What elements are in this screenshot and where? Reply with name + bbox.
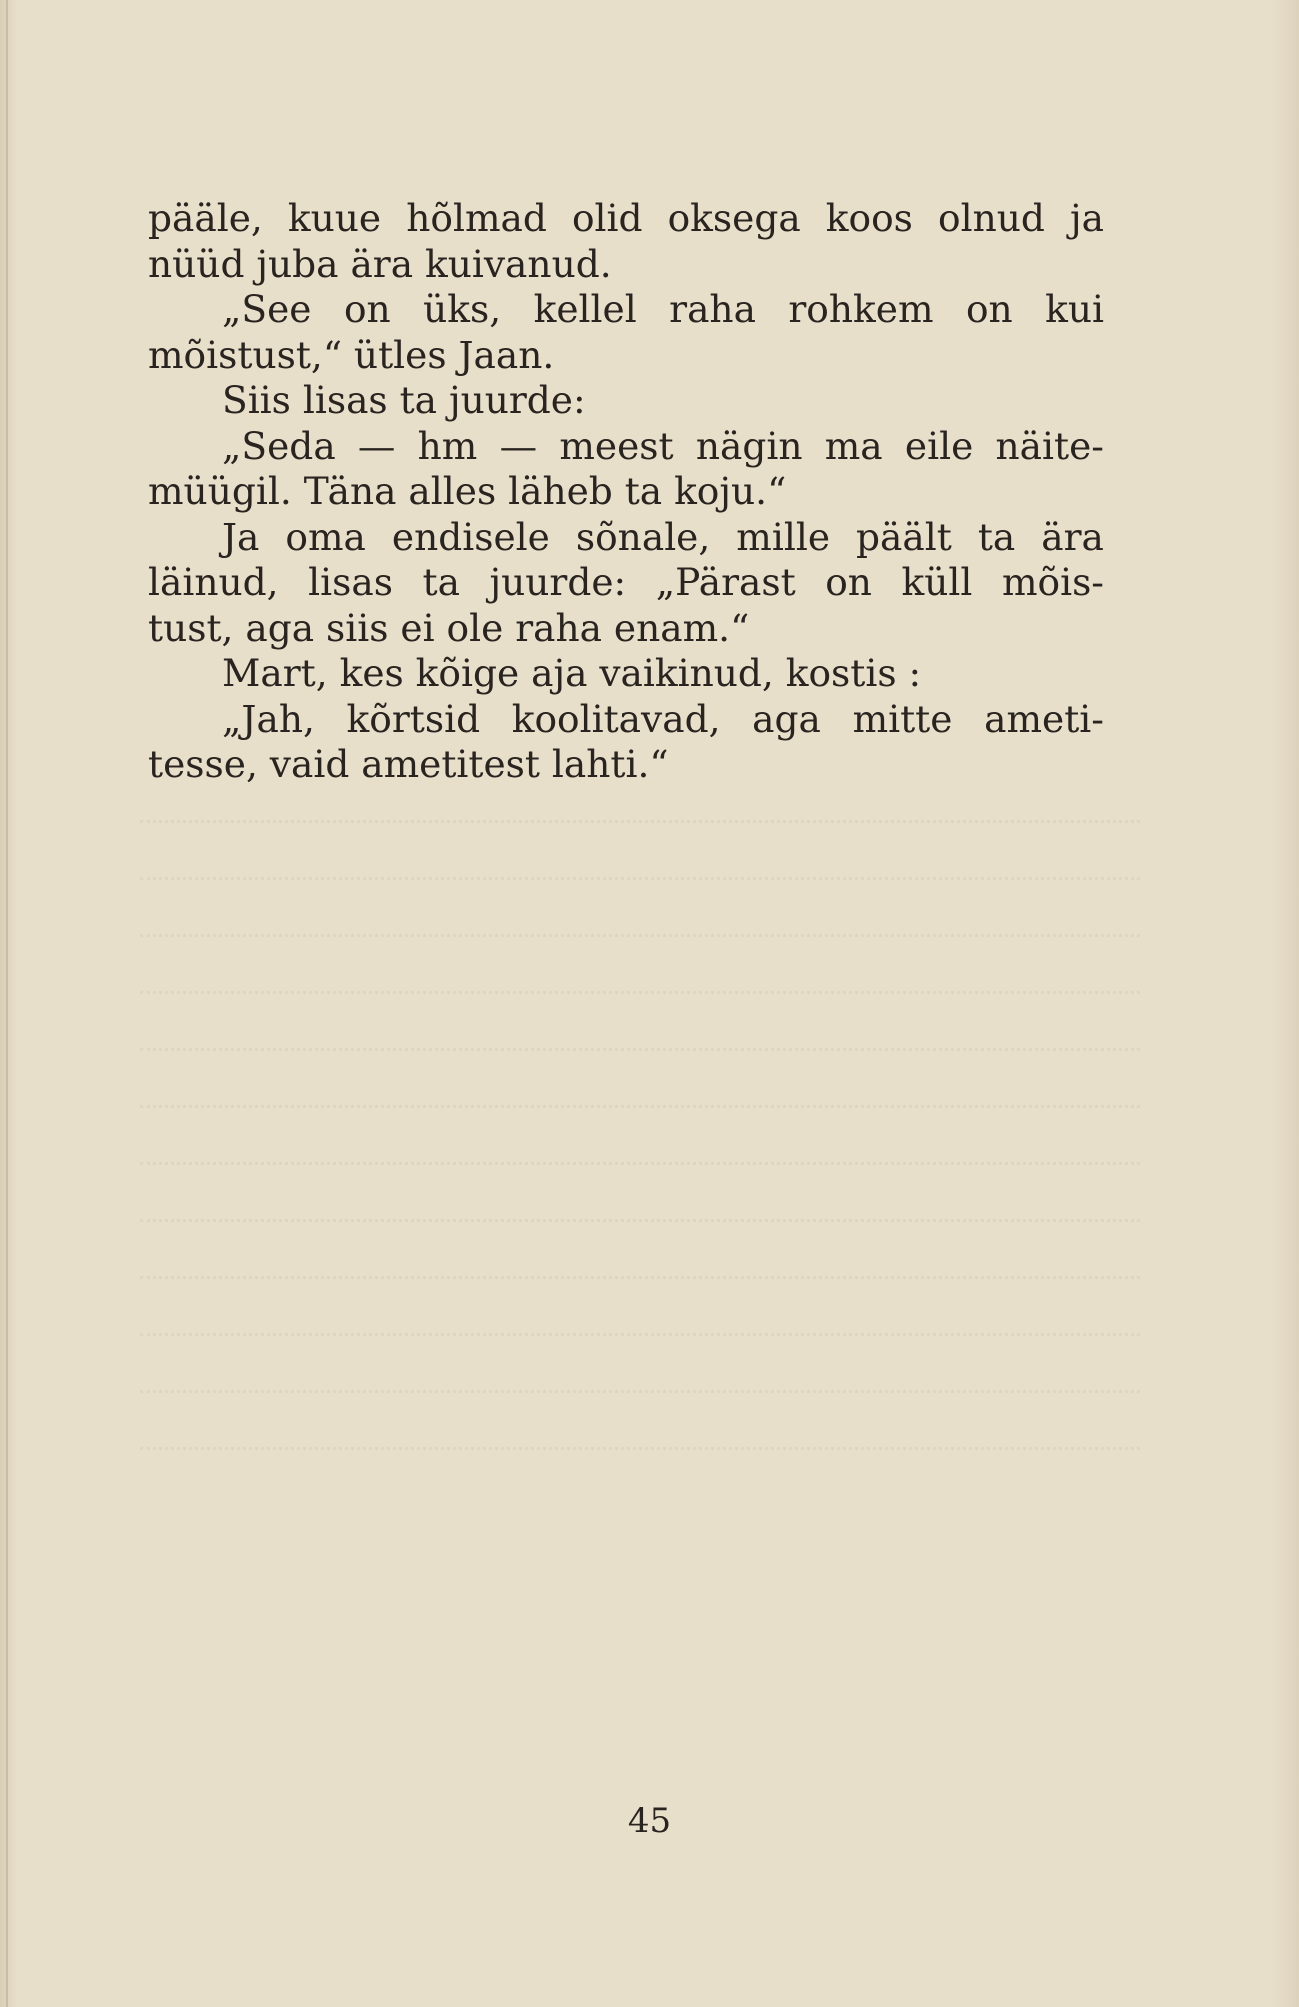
text-line: Mart, kes kõige aja vaikinud, kostis : bbox=[222, 651, 922, 695]
text-line: Ja oma endisele sõnale, mille päält ta ära bbox=[222, 514, 1104, 559]
page-edge bbox=[6, 0, 8, 2007]
text-line: „Seda — hm — meest nägin ma eile näite- bbox=[222, 423, 1104, 468]
text-line: „See on üks, kellel raha rohkem on kui bbox=[222, 287, 1104, 331]
text-line: tust, aga siis ei ole raha enam.“ bbox=[148, 605, 750, 650]
bleed-through-text bbox=[140, 780, 1140, 1480]
text-line: mõistust,“ ütles Jaan. bbox=[148, 332, 555, 377]
text-line: „Jah, kõrtsid koolitavad, aga mitte ameti- bbox=[222, 696, 1104, 741]
text-line: Siis lisas ta juurde: bbox=[222, 378, 586, 422]
text-line: nüüd juba ära kuivanud. bbox=[148, 241, 612, 286]
text-line: pääle, kuue hõlmad olid oksega koos olnud ja bbox=[148, 196, 1104, 240]
text-line: müügil. Täna alles läheb ta koju.“ bbox=[148, 469, 787, 513]
text-line: läinud, lisas ta juurde: „Pärast on küll mõis- bbox=[148, 560, 1104, 604]
text-line: tesse, vaid ametitest lahti.“ bbox=[148, 742, 669, 786]
body-text bbox=[148, 196, 1104, 788]
page-number: 45 bbox=[627, 1801, 672, 1841]
